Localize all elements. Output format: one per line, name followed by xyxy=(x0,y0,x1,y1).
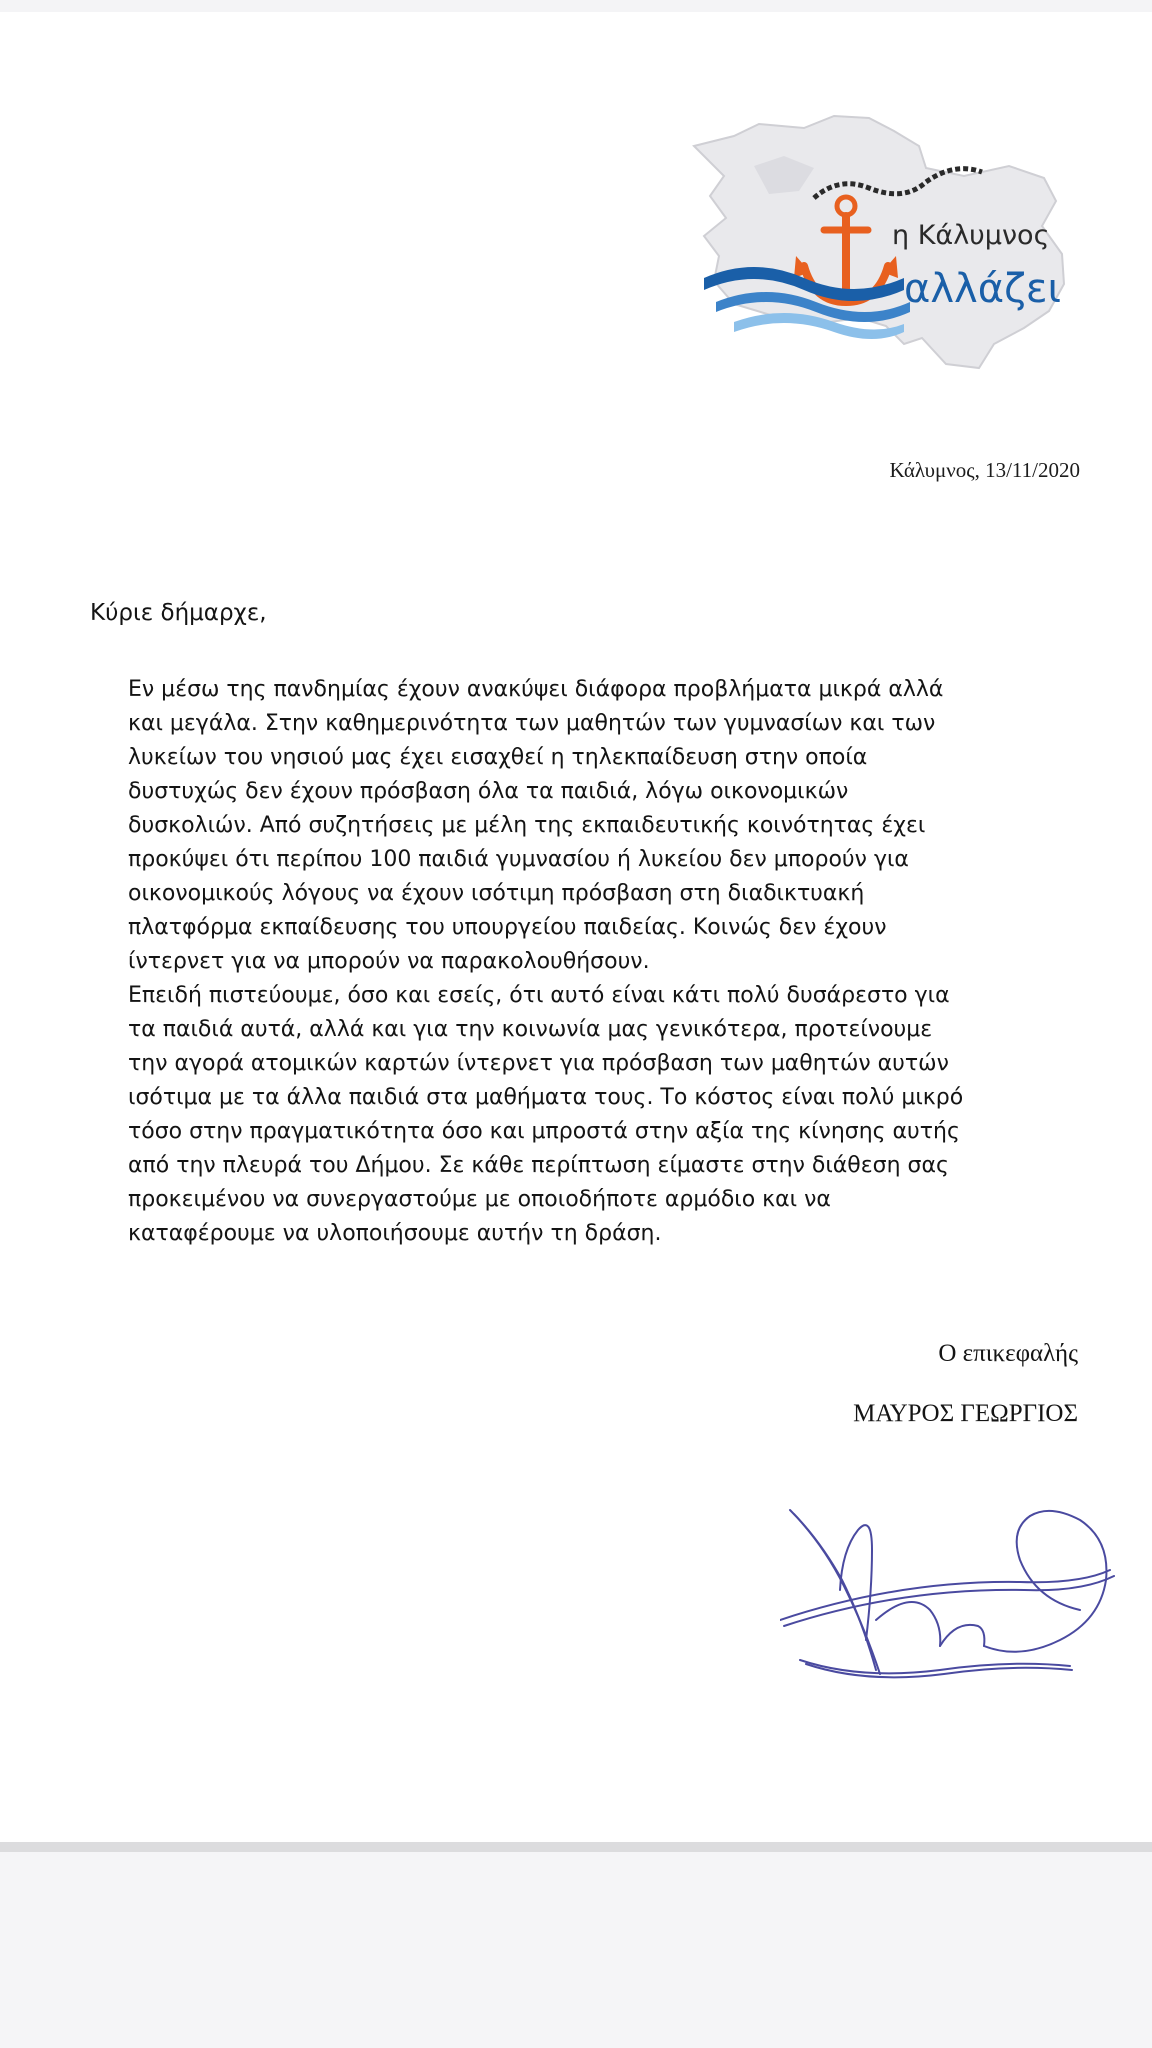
party-logo xyxy=(664,106,1082,398)
signer-name: ΜΑΥΡΟΣ ΓΕΩΡΓΙΟΣ xyxy=(853,1400,1078,1427)
top-strip xyxy=(0,0,1152,12)
logo-text-allazei: αλλάζει xyxy=(904,266,1061,312)
body-line: τα παιδιά αυτά, αλλά και για την κοινωνία μας γενικότερα, προτείνουμε xyxy=(128,1017,933,1042)
salutation: Κύριε δήμαρχε, xyxy=(90,600,267,626)
body-line: καταφέρουμε να υλοποιήσουμε αυτήν τη δράση. xyxy=(128,1221,662,1246)
body-line: και μεγάλα. Στην καθημερινότητα των μαθητών των γυμνασίων και των xyxy=(128,711,936,736)
body-line: λυκείων του νησιού μας έχει εισαχθεί η τηλεκπαίδευση στην οποία xyxy=(128,745,868,770)
body-line: δυσκολιών. Από συζητήσεις με μέλη της εκπαιδευτικής κοινότητας έχει xyxy=(128,813,926,838)
body-line: Επειδή πιστεύουμε, όσο και εσείς, ότι αυτό είναι κάτι πολύ δυσάρεστο για xyxy=(128,983,950,1008)
letter-date: Κάλυμνος, 13/11/2020 xyxy=(889,458,1080,482)
footer-blank-area xyxy=(0,1852,1152,2048)
body-line: προκειμένου να συνεργαστούμε με οποιοδήποτε αρμόδιο και να xyxy=(128,1187,831,1212)
page-bottom-border xyxy=(0,1842,1152,1852)
body-line: ισότιμα με τα άλλα παιδιά στα μαθήματα τους. Το κόστος είναι πολύ μικρό xyxy=(128,1085,964,1110)
logo-text-kalymnos: η Κάλυμνος xyxy=(892,220,1050,251)
letter-body xyxy=(128,673,1088,1251)
body-line: την αγορά ατομικών καρτών ίντερνετ για πρόσβαση των μαθητών αυτών xyxy=(128,1051,949,1076)
signature-graphic xyxy=(780,1470,1120,1690)
body-line: τόσο στην πραγματικότητα όσο και μπροστά στην αξία της κίνησης αυτής xyxy=(128,1119,960,1144)
body-line: Εν μέσω της πανδημίας έχουν ανακύψει διάφορα προβλήματα μικρά αλλά xyxy=(128,677,944,702)
body-line: οικονομικούς λόγους να έχουν ισότιμη πρόσβαση στη διαδικτυακή xyxy=(128,881,865,906)
logo-graphic xyxy=(664,106,1082,398)
body-line: δυστυχώς δεν έχουν πρόσβαση όλα τα παιδιά, λόγω οικονομικών xyxy=(128,779,849,804)
closing-title: Ο επικεφαλής xyxy=(938,1340,1078,1367)
body-line: ίντερνετ για να μπορούν να παρακολουθήσουν. xyxy=(128,949,650,974)
handwritten-signature xyxy=(780,1470,1120,1690)
body-line: από την πλευρά του Δήμου. Σε κάθε περίπτωση είμαστε στην διάθεση σας xyxy=(128,1153,949,1178)
body-line: πλατφόρμα εκπαίδευσης του υπουργείου παιδείας. Κοινώς δεν έχουν xyxy=(128,915,887,940)
body-line: προκύψει ότι περίπου 100 παιδιά γυμνασίου ή λυκείου δεν μπορούν για xyxy=(128,847,909,872)
